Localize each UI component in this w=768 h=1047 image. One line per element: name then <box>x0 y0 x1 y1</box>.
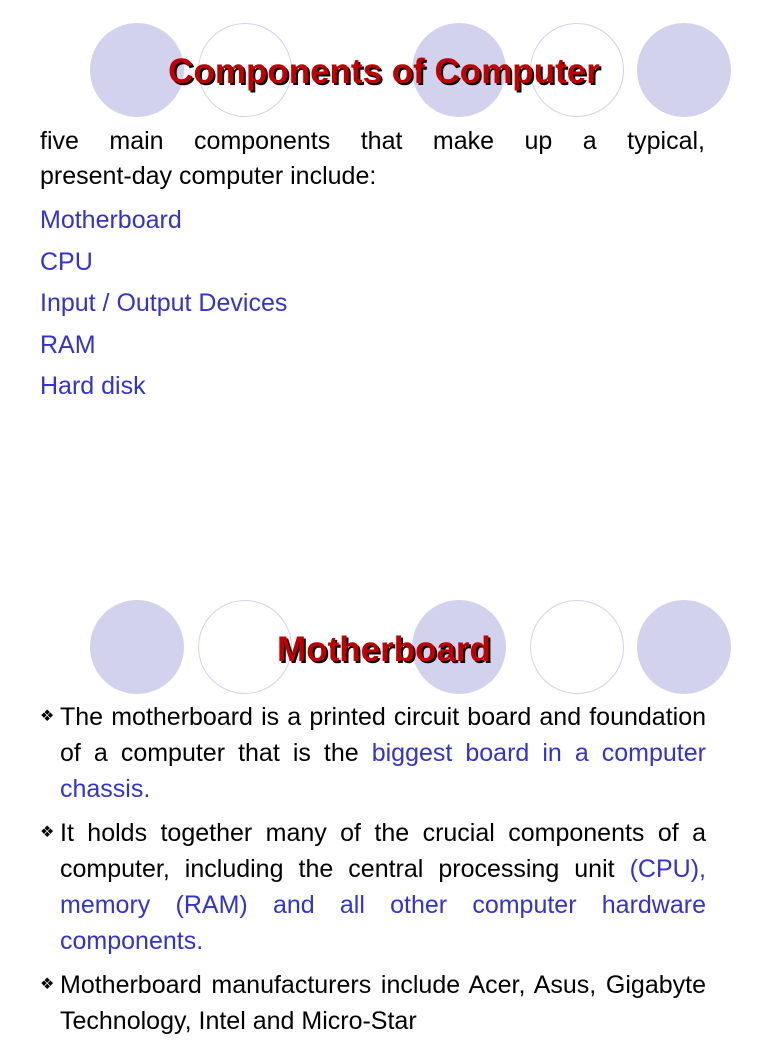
bullet-text: The motherboard is a printed circuit board and foundation of a computer that is the <box>60 703 706 767</box>
bullet-item <box>40 815 706 959</box>
slide-title: Motherboard <box>277 630 491 669</box>
diamond-bullet-icon: ❖ <box>40 708 55 725</box>
components-list <box>40 200 287 408</box>
intro-line: five main components that make up a typical, <box>40 127 705 155</box>
intro-text <box>40 124 705 194</box>
bullet-text: It holds together many of the crucial components of a computer, including the central processing unit <box>60 819 706 883</box>
intro-line: present-day computer include: <box>40 162 377 190</box>
bullet-item <box>40 699 706 807</box>
bullet-highlight: (CPU), memory (RAM) and all other computer hardware components. <box>60 855 706 955</box>
list-item: CPU <box>40 247 93 276</box>
slide-title: Components of Computer <box>168 52 600 91</box>
bullet-text: Motherboard manufacturers include Acer, Asus, Gigabyte Technology, Intel and Micro-Star <box>60 971 706 1035</box>
slide-motherboard <box>0 575 768 1035</box>
list-item: Motherboard <box>40 206 182 234</box>
list-item: Input / Output Devices <box>40 289 288 317</box>
diamond-bullet-icon: ❖ <box>40 976 55 993</box>
bullet-item <box>40 967 706 1039</box>
bullet-highlight: biggest board in a computer chassis. <box>60 739 706 803</box>
list-item: RAM <box>40 330 96 359</box>
bullet-list <box>40 699 706 1047</box>
diamond-bullet-icon: ❖ <box>40 824 55 841</box>
list-item: Hard disk <box>40 372 146 400</box>
